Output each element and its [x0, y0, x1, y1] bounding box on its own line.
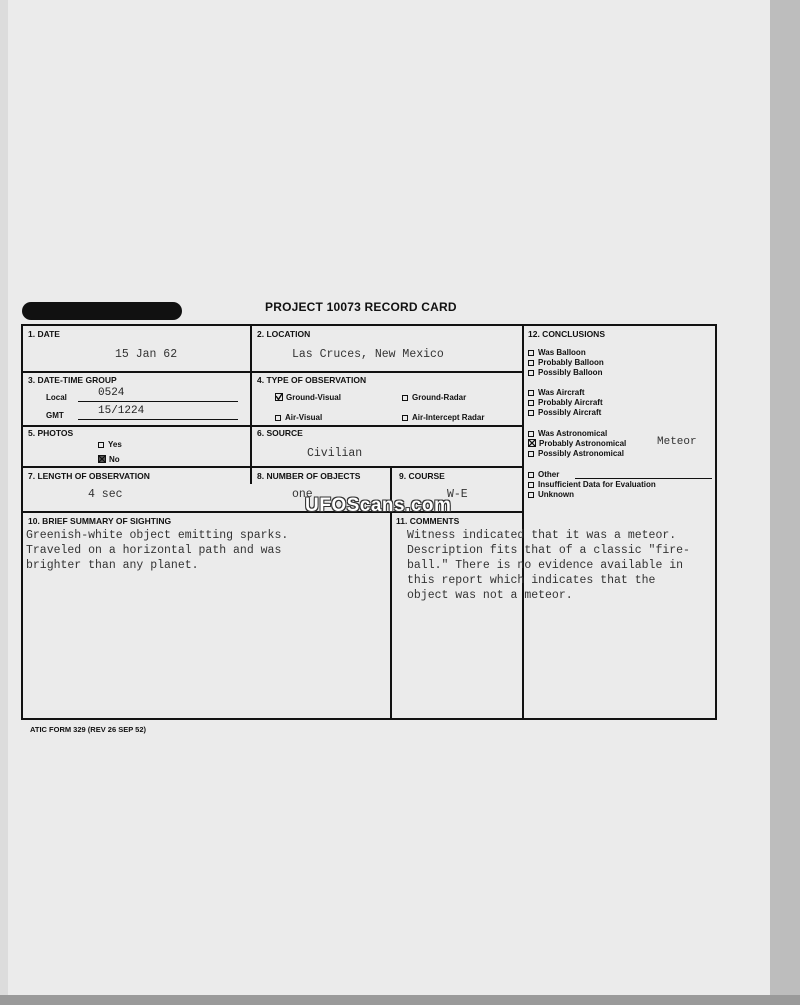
checked-box-icon — [275, 393, 283, 401]
type-ground-radar[interactable]: Ground-Radar — [402, 393, 466, 402]
divider — [21, 425, 523, 427]
checkbox-icon — [528, 431, 534, 437]
page-bottom-edge — [0, 995, 800, 1005]
checkbox-icon — [402, 415, 408, 421]
checkbox-icon — [528, 390, 534, 396]
objects-label: 8. NUMBER OF OBJECTS — [257, 471, 361, 481]
watermark: UFOScans.com — [305, 495, 452, 516]
conclusion-possibly-aircraft[interactable]: Possibly Aircraft — [528, 408, 601, 417]
photos-no[interactable]: No — [98, 455, 120, 464]
summary-label: 10. BRIEF SUMMARY OF SIGHTING — [28, 516, 172, 526]
conclusion-other[interactable]: Other — [528, 470, 559, 479]
checkbox-icon — [528, 472, 534, 478]
comments-line: ball." There is no evidence available in — [407, 559, 684, 572]
location-value: Las Cruces, New Mexico — [292, 348, 444, 361]
conclusion-probably-balloon[interactable]: Probably Balloon — [528, 358, 604, 367]
comments-label: 11. COMMENTS — [396, 516, 460, 526]
type-label: 4. TYPE OF OBSERVATION — [257, 375, 367, 385]
checkbox-icon — [528, 492, 534, 498]
divider — [21, 466, 523, 468]
gmt-label: GMT — [46, 411, 64, 420]
checkbox-icon — [402, 395, 408, 401]
summary-line: brighter than any planet. — [26, 559, 199, 572]
conclusion-probably-aircraft[interactable]: Probably Aircraft — [528, 398, 603, 407]
comments-text — [407, 528, 690, 603]
source-label: 6. SOURCE — [257, 428, 303, 438]
type-air-intercept-radar[interactable]: Air-Intercept Radar — [402, 413, 484, 422]
source-value: Civilian — [307, 447, 363, 460]
summary-text — [26, 528, 288, 573]
summary-line: Traveled on a horizontal path and was — [26, 544, 282, 557]
location-label: 2. LOCATION — [257, 329, 311, 339]
divider — [250, 324, 252, 484]
photos-yes[interactable]: Yes — [98, 440, 122, 449]
checkbox-icon — [275, 415, 281, 421]
local-value: 0524 — [98, 387, 125, 399]
conclusion-insufficient-data[interactable]: Insufficient Data for Evaluation — [528, 480, 656, 489]
gmt-underline — [78, 419, 238, 420]
conclusion-was-astronomical[interactable]: Was Astronomical — [528, 429, 607, 438]
gmt-value: 15/1224 — [98, 405, 145, 417]
conclusion-probably-astronomical[interactable]: Probably Astronomical — [528, 439, 626, 448]
conclusion-unknown[interactable]: Unknown — [528, 490, 574, 499]
conclusion-annotation: Meteor — [657, 436, 697, 448]
checkbox-icon — [528, 360, 534, 366]
other-underline — [575, 478, 712, 479]
page-edge — [770, 0, 800, 1005]
course-label: 9. COURSE — [399, 471, 445, 481]
length-label: 7. LENGTH OF OBSERVATION — [28, 471, 150, 481]
checkbox-icon — [528, 400, 534, 406]
date-label: 1. DATE — [28, 329, 60, 339]
dtg-label: 3. DATE-TIME GROUP — [28, 375, 117, 385]
course-value: W-E — [447, 488, 468, 501]
conclusion-possibly-astronomical[interactable]: Possibly Astronomical — [528, 449, 624, 458]
checkbox-icon — [528, 370, 534, 376]
objects-value: one — [292, 488, 313, 501]
checkbox-icon — [528, 482, 534, 488]
form-number: ATIC FORM 329 (REV 26 SEP 52) — [30, 725, 147, 734]
date-value: 15 Jan 62 — [115, 348, 178, 361]
checked-box-icon — [528, 439, 536, 447]
conclusion-possibly-balloon[interactable]: Possibly Balloon — [528, 368, 602, 377]
redaction-mark — [22, 302, 182, 320]
comments-line: object was not a meteor. — [407, 589, 573, 602]
photos-label: 5. PHOTOS — [28, 428, 74, 438]
checked-box-icon — [98, 455, 106, 463]
conclusions-label: 12. CONCLUSIONS — [528, 329, 605, 339]
type-ground-visual[interactable]: Ground-Visual — [275, 393, 341, 402]
type-air-visual[interactable]: Air-Visual — [275, 413, 322, 422]
local-underline — [78, 401, 238, 402]
checkbox-icon — [528, 410, 534, 416]
comments-line: Witness indicated that it was a meteor. — [407, 529, 677, 542]
conclusion-was-aircraft[interactable]: Was Aircraft — [528, 388, 585, 397]
checkbox-icon — [528, 350, 534, 356]
checkbox-icon — [528, 451, 534, 457]
checkbox-icon — [98, 442, 104, 448]
divider — [21, 371, 523, 373]
summary-line: Greenish-white object emitting sparks. — [26, 529, 289, 542]
divider — [522, 324, 524, 720]
comments-line: this report which indicates that the — [407, 574, 656, 587]
card-title: PROJECT 10073 RECORD CARD — [265, 300, 457, 314]
conclusion-was-balloon[interactable]: Was Balloon — [528, 348, 586, 357]
length-value: 4 sec — [88, 488, 123, 501]
local-label: Local — [46, 393, 67, 402]
comments-line: Description fits that of a classic "fire- — [407, 544, 690, 557]
